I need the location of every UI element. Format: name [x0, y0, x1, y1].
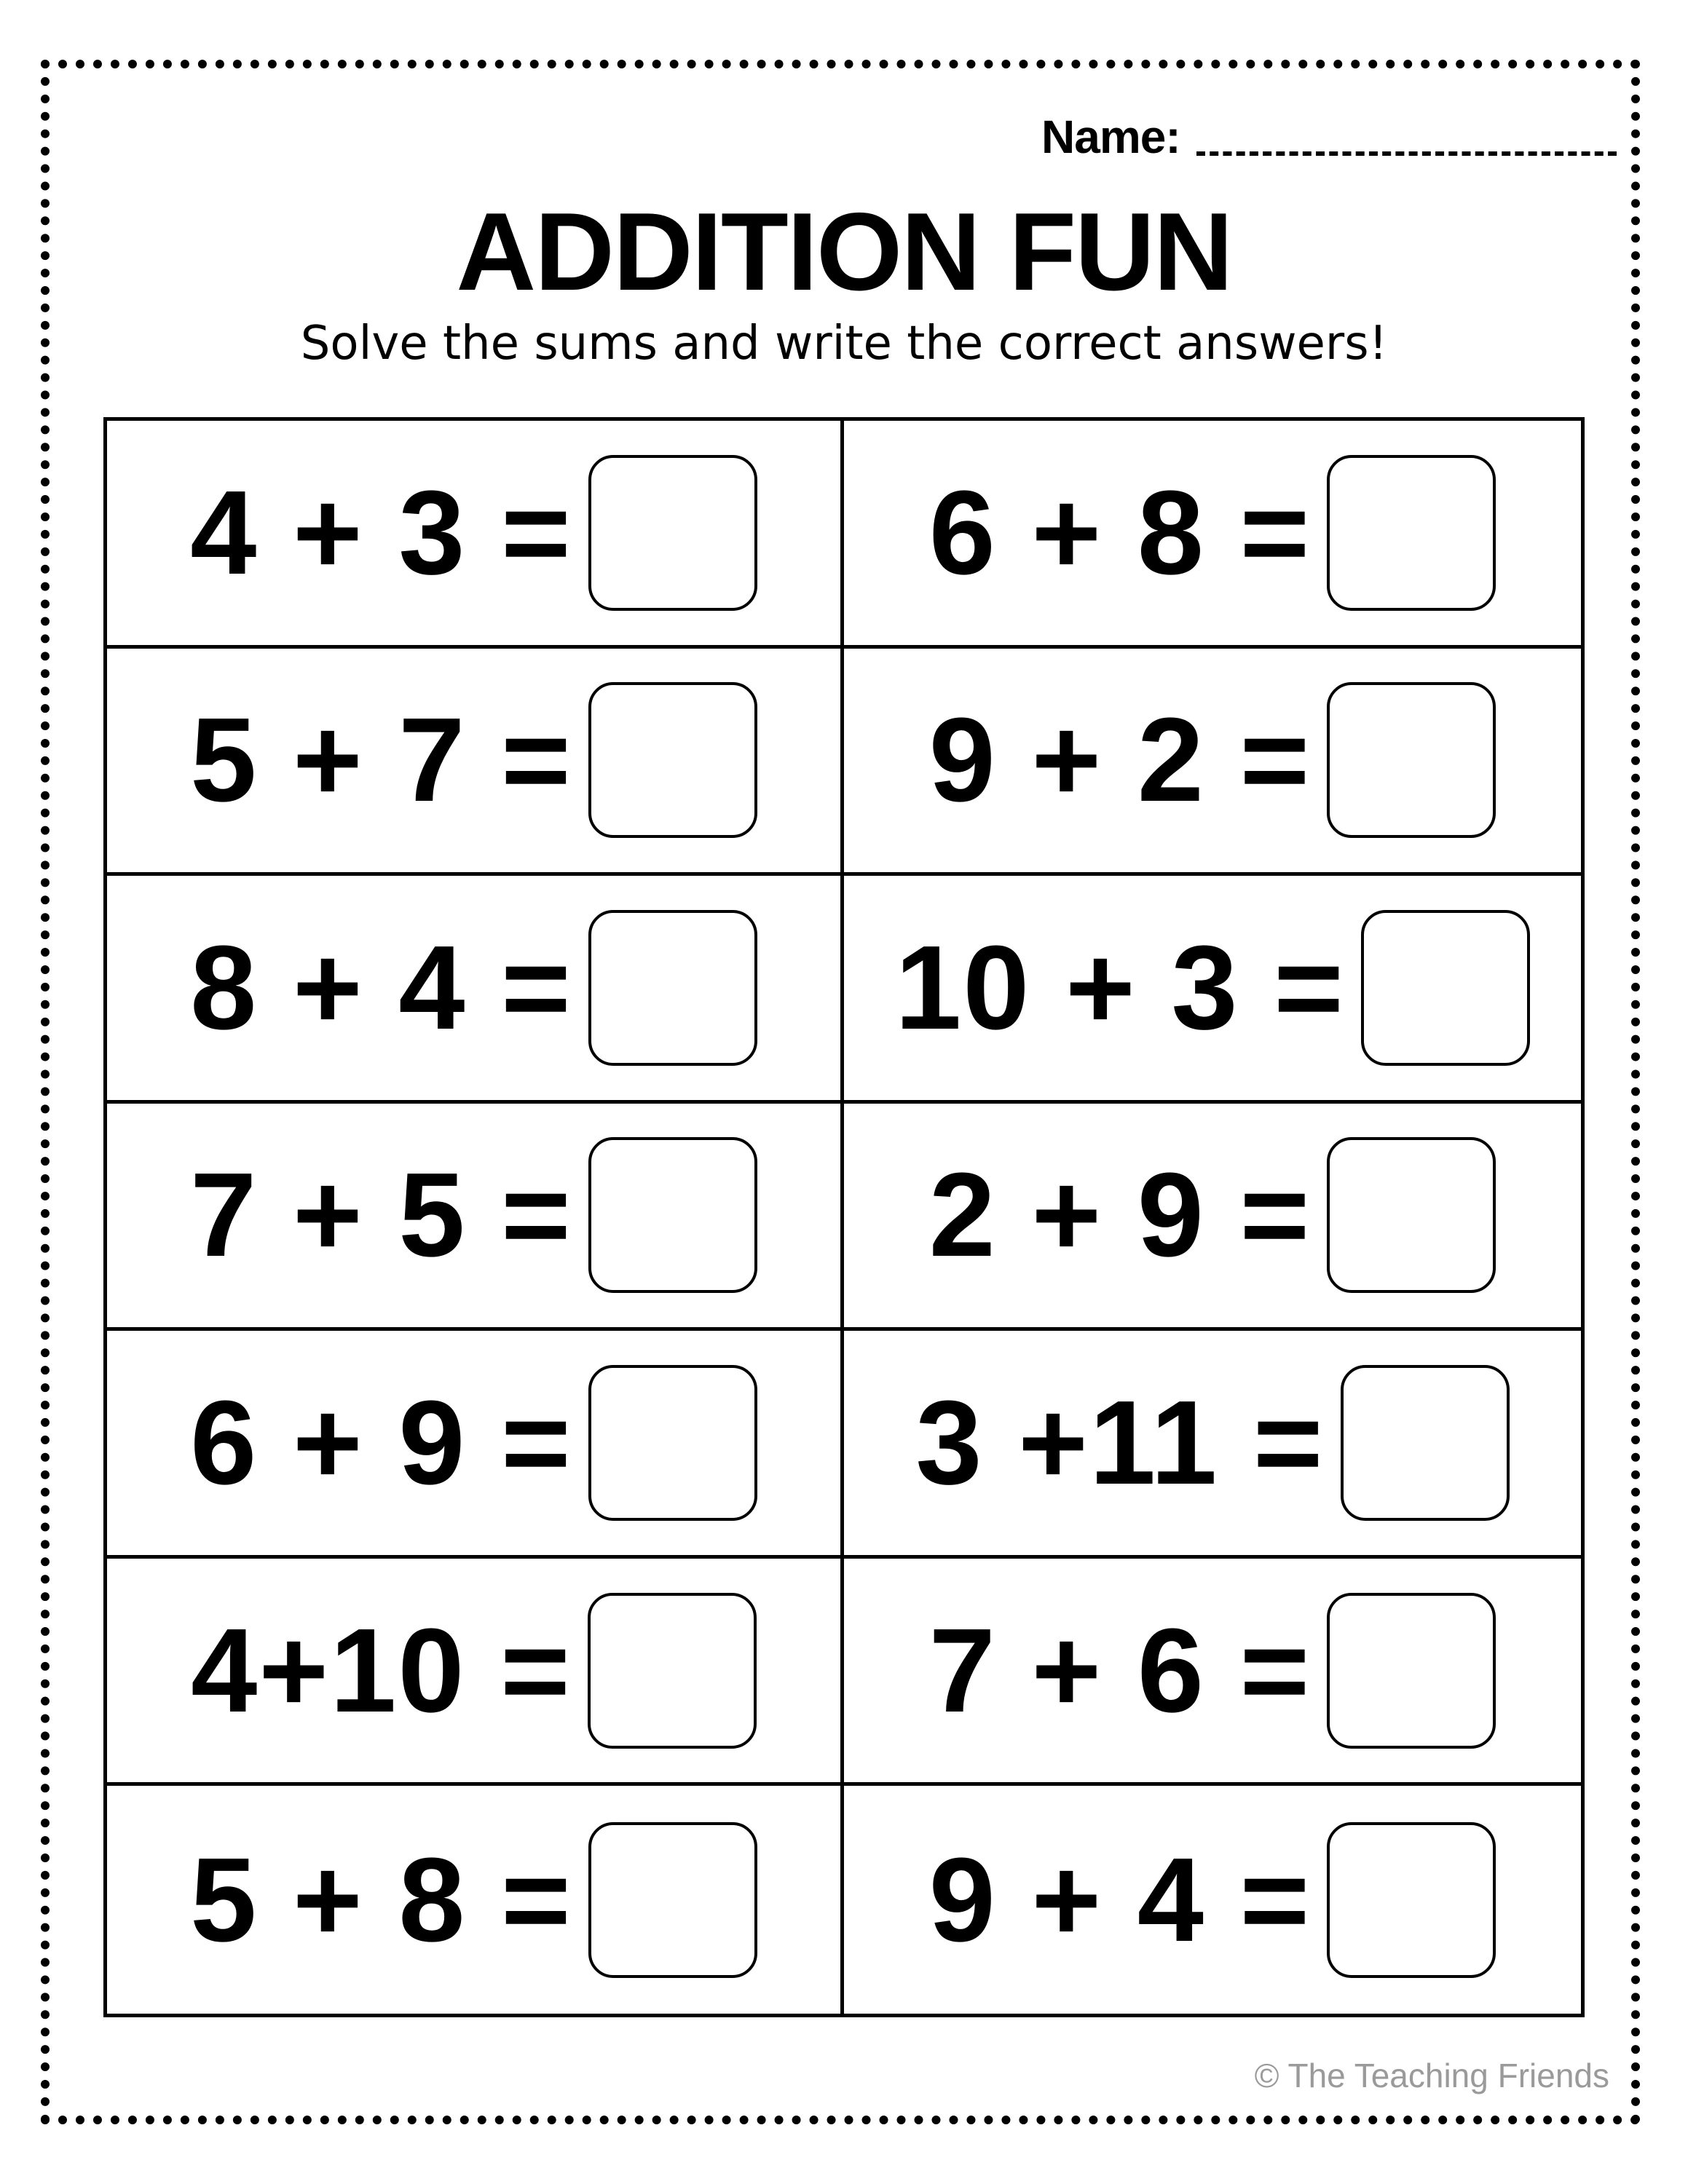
- problem-cell: [107, 1559, 844, 1787]
- problem-cell: [107, 421, 844, 649]
- answer-box[interactable]: [588, 1822, 757, 1978]
- answer-box[interactable]: [1327, 682, 1496, 838]
- problem-expression: 8 + 4 =: [190, 920, 572, 1054]
- problem-cell: [844, 1331, 1581, 1559]
- problem-cell: [107, 876, 844, 1104]
- answer-box[interactable]: [588, 910, 757, 1066]
- problem-expression: 2 + 9 =: [928, 1148, 1312, 1282]
- problem-expression: 6 + 8 =: [928, 465, 1312, 599]
- page-title: ADDITION FUN: [456, 190, 1232, 314]
- problem-cell: [844, 876, 1581, 1104]
- problem-expression: 3 +11 =: [915, 1376, 1325, 1510]
- answer-box[interactable]: [588, 1365, 757, 1521]
- answer-box[interactable]: [1327, 1137, 1496, 1293]
- problem-cell: [844, 1786, 1581, 2014]
- answer-box[interactable]: [1327, 1593, 1496, 1749]
- problem-expression: 6 + 9 =: [190, 1376, 572, 1510]
- name-label: Name:: [1041, 111, 1180, 163]
- problem-expression: 5 + 7 =: [190, 693, 572, 827]
- problem-expression: 10 + 3 =: [895, 920, 1345, 1054]
- name-field[interactable]: [1196, 151, 1617, 156]
- answer-box[interactable]: [1341, 1365, 1510, 1521]
- problem-cell: [844, 649, 1581, 877]
- problem-cell: [844, 1559, 1581, 1787]
- problem-expression: 7 + 6 =: [928, 1603, 1312, 1737]
- problem-cell: [107, 1331, 844, 1559]
- answer-box[interactable]: [1361, 910, 1530, 1066]
- answer-box[interactable]: [588, 682, 757, 838]
- problem-expression: 9 + 4 =: [928, 1832, 1312, 1966]
- problem-expression: 4+10 =: [191, 1603, 572, 1737]
- answer-box[interactable]: [1327, 455, 1496, 611]
- answer-box[interactable]: [588, 1593, 757, 1749]
- problem-grid: [103, 417, 1585, 2017]
- answer-box[interactable]: [588, 1137, 757, 1293]
- problem-cell: [107, 1786, 844, 2014]
- answer-box[interactable]: [1327, 1822, 1496, 1978]
- copyright-notice: © The Teaching Friends: [1254, 2057, 1609, 2094]
- problem-expression: 5 + 8 =: [190, 1832, 572, 1966]
- problem-cell: [844, 1104, 1581, 1332]
- problem-cell: [107, 649, 844, 877]
- problem-expression: 7 + 5 =: [190, 1148, 572, 1282]
- problem-cell: [844, 421, 1581, 649]
- answer-box[interactable]: [588, 455, 757, 611]
- instructions: Solve the sums and write the correct answers!: [300, 317, 1388, 371]
- problem-expression: 4 + 3 =: [190, 465, 572, 599]
- problem-expression: 9 + 2 =: [928, 693, 1312, 827]
- name-row: [1041, 102, 1617, 163]
- problem-cell: [107, 1104, 844, 1332]
